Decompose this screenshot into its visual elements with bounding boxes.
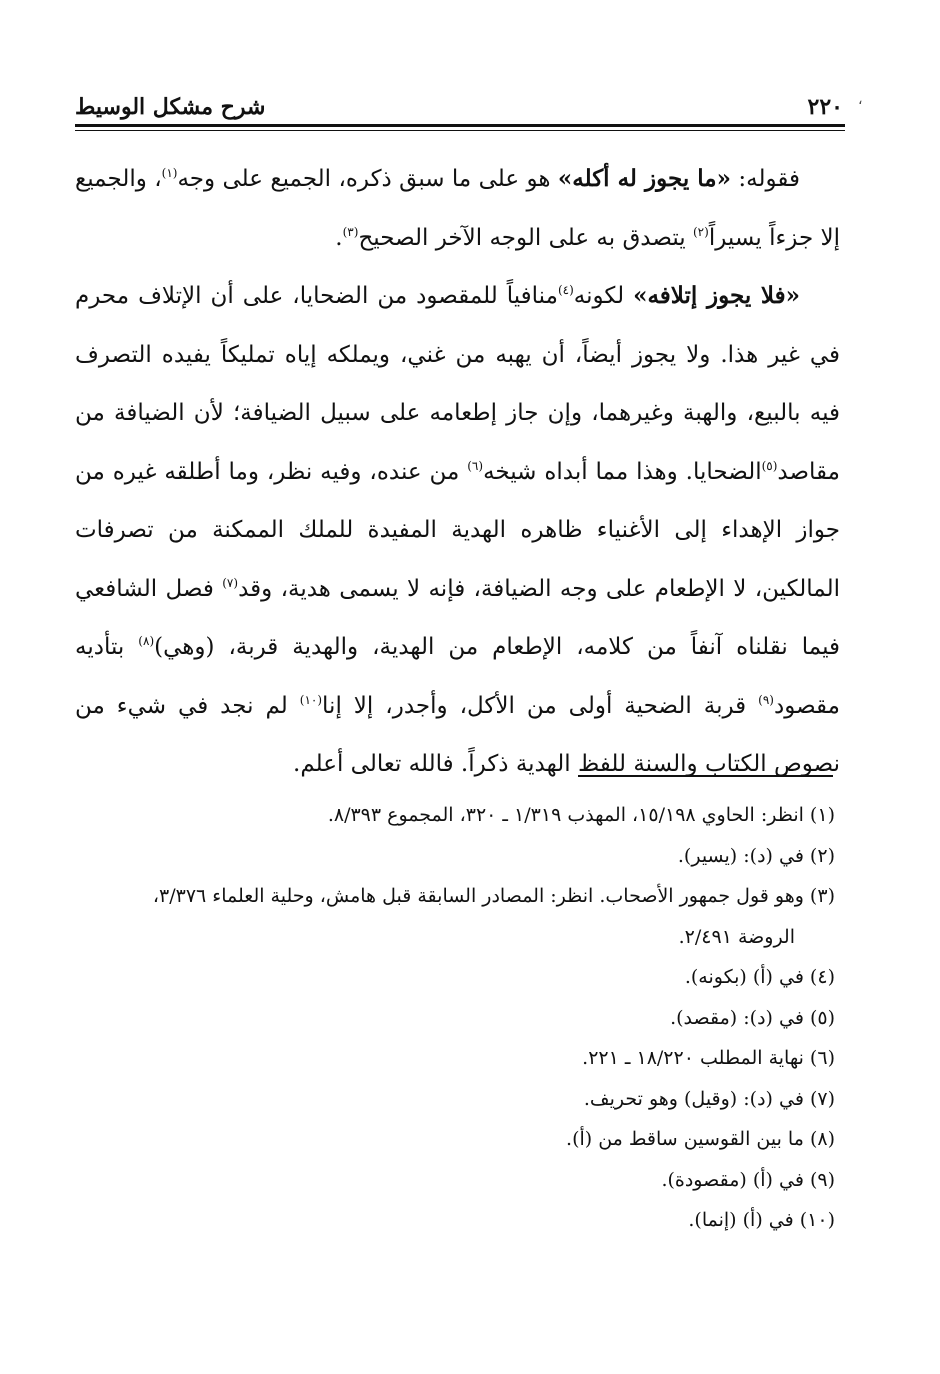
- footnote-text: (١) انظر: الحاوي ١٥/١٩٨، المهذب ١/٣١٩ ـ ٣٢٠، المجموع ٨/٣٩٣.: [327, 804, 835, 826]
- text-run: من عنده، وفيه نظر، وما أطلقه غيره من جواز الإهداء إلى الأغنياء ظاهره الهدية المفيدة للملك الممكنة من تصرفات المالكين، لا الإطعام على وجه الضيافة، فإنه لا يسمى هدية، وقد: [75, 458, 840, 602]
- footnote-ref: (١): [161, 166, 178, 180]
- text-run: فصل الشافعي فيما نقلناه آنفاً من كلامه، الإطعام من الهدية، والهدية قربة، (وهي): [75, 575, 840, 660]
- quoted-phrase: «ما يجوز له أكله»: [557, 165, 732, 192]
- footnote-ref: (٤): [557, 283, 574, 297]
- body-paragraph: [75, 267, 840, 794]
- footnote-text: (٦) نهاية المطلب ١٨/٢٢٠ ـ ٢٢١.: [582, 1047, 835, 1069]
- footnote-ref: (٣): [342, 224, 359, 239]
- footnote-text: (٢) في (د): (يسير).: [677, 844, 835, 867]
- footnote: [75, 1038, 835, 1079]
- footnote-text: (٣) وهو قول جمهور الأصحاب. انظر: المصادر السابقة قبل هامش، وحلية العلماء ٣/٣٧٦،: [152, 885, 835, 907]
- footnote-text: (٧) في (د): (وقيل) وهو تحريف.: [583, 1087, 835, 1110]
- text-run: الضحايا. وهذا مما أبداه شيخه: [483, 458, 762, 485]
- running-title: شرح مشكل الوسيط: [75, 94, 266, 120]
- corner-mark: ،: [858, 92, 863, 108]
- footnote: [75, 795, 835, 836]
- header-rule-thick: [75, 124, 845, 127]
- footnote-ref: (٥): [761, 458, 778, 473]
- footnote-ref: (١٠): [299, 692, 323, 707]
- text-run: هو على ما سبق ذكره، الجميع على وجه: [177, 166, 558, 192]
- text-run: لكونه: [573, 283, 634, 309]
- footnote-separator: [578, 775, 833, 777]
- footnote-ref: (٨): [138, 634, 155, 648]
- footnote: [75, 836, 835, 877]
- text-run: يتصدق به على الوجه الآخر الصحيح: [358, 224, 693, 251]
- body-paragraph: [75, 150, 840, 267]
- footnote: [75, 957, 835, 998]
- footnote: [75, 1119, 835, 1160]
- footnote-ref: (٢): [692, 224, 709, 239]
- footnote-text: (٩) في (أ) (مقصودة).: [661, 1168, 835, 1191]
- page-header: [75, 88, 845, 132]
- footnote-text: (٤) في (أ) (بكونه).: [684, 966, 835, 988]
- text-run: منافياً للمقصود من الضحايا، على أن الإتلاف محرم في غير هذا. ولا يجوز أيضاً، أن يهبه من غني، ويملكه إياه تمليكاً يفيده التصرف فيه بالبيع، والهبة وغيرهما، وإن جاز إطعامه على سبيل الضيافة؛ لأن الضيافة من مقاصد: [75, 283, 840, 485]
- page-number: ٢٢٠: [807, 94, 843, 120]
- footnote: [75, 1200, 835, 1241]
- text-run: قربة الضحية أولى من الأكل، وأجدر، إلا إنا: [322, 692, 759, 719]
- text-run: بتأديه مقصود: [75, 634, 840, 719]
- footnote-ref: (٧): [222, 575, 239, 590]
- text-run: لم نجد في شيء من نصوص الكتاب والسنة للفظ الهدية ذكراً. فالله تعالى أعلم.: [75, 692, 840, 777]
- main-text: [75, 150, 840, 794]
- footnote-ref: (٦): [467, 458, 484, 473]
- footnote: [75, 876, 835, 957]
- footnote: [75, 1079, 835, 1120]
- quoted-phrase: «فلا يجوز إتلافه»: [633, 282, 801, 309]
- footnote: [75, 1160, 835, 1201]
- footnotes-list: [75, 795, 835, 1241]
- footnote-text: (٨) ما بين القوسين ساقط من (أ).: [566, 1128, 835, 1150]
- text-run: فقوله:: [731, 166, 800, 192]
- footnote: [75, 998, 835, 1039]
- footnote-text: (٥) في (د): (مقصد).: [670, 1006, 835, 1029]
- footnote-text: (١٠) في (أ) (إنما).: [688, 1209, 835, 1231]
- text-run: .: [335, 224, 343, 251]
- footnote-continuation: الروضة ٢/٤٩١.: [678, 925, 795, 948]
- footnote-ref: (٩): [758, 692, 774, 707]
- text-run: ، والجميع إلا جزءاً يسيراً: [75, 166, 840, 251]
- header-rule-thin: [75, 130, 845, 131]
